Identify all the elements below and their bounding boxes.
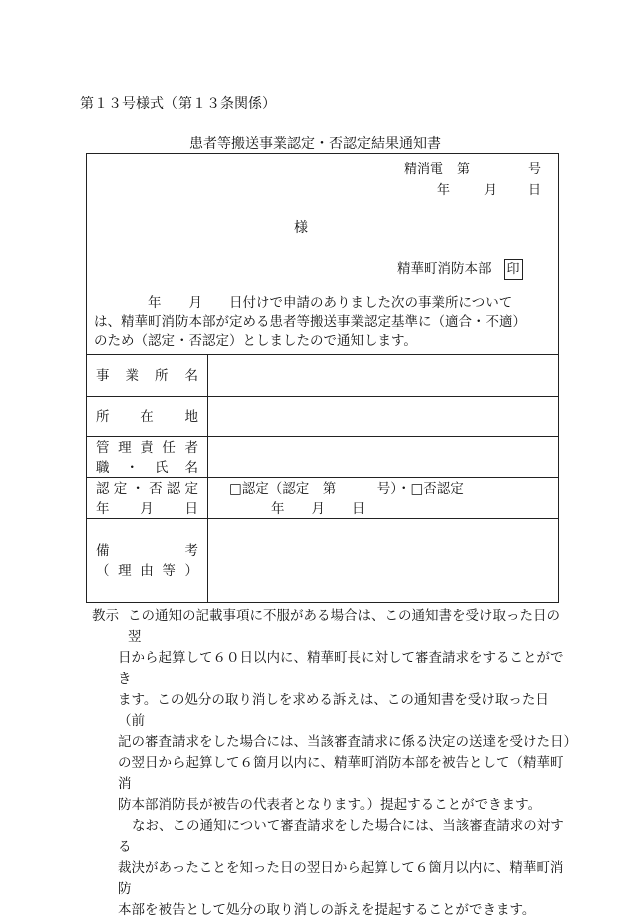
- notice-text: この通知の記載事項に不服がある場合は、この通知書を受け取った日の翌: [128, 608, 560, 645]
- appeal-notice: [92, 606, 577, 921]
- notice-line: 裁決があったことを知った日の翌日から起算して６箇月以内に、精華町消防: [118, 860, 564, 897]
- label-line-2: 年 月 日: [96, 501, 198, 517]
- ref-go: 号: [528, 162, 542, 177]
- addressee-sama: 様: [294, 220, 308, 236]
- label-line-1: 備 考: [96, 543, 198, 559]
- cert-choice: □認定（認定 第 号）・□否認定: [229, 481, 464, 497]
- label-line-2: （ 理 由 等 ）: [96, 563, 198, 579]
- label-text: 事 業 所 名: [96, 368, 198, 384]
- table-top-rule: [86, 354, 559, 355]
- row-divider: [86, 396, 559, 397]
- notice-body: [94, 294, 554, 351]
- issuer-line: [397, 257, 523, 280]
- label-line-1: 管 理 責 任 者: [96, 440, 198, 456]
- cert-date: 年 月 日: [271, 501, 366, 517]
- label-line-1: 認 定 ・ 否 認 定: [96, 481, 198, 497]
- notice-line: 防本部消防長が被告の代表者となります。）提起することができます。: [118, 797, 542, 813]
- notice-line: の翌日から起算して６箇月以内に、精華町消防本部を被告として（精華町消: [118, 755, 564, 792]
- seal-box: 印: [504, 259, 523, 280]
- label-location: [96, 407, 198, 427]
- body-line-2: は、精華町消防本部が定める患者等搬送事業認定基準に（適合・不適）: [94, 314, 526, 330]
- label-office-name: [96, 366, 198, 386]
- date-hi: 日: [528, 183, 542, 198]
- ref-dai: 第: [457, 162, 471, 177]
- notice-line: 記の審査請求をした場合には、当該審査請求に係る決定の送達を受けた日）: [118, 734, 577, 750]
- document-title: 患者等搬送事業認定・否認定結果通知書: [189, 136, 441, 152]
- ref-prefix: 精消電: [404, 162, 444, 177]
- row-divider: [86, 436, 559, 437]
- notice-line: 本部を被告として処分の取り消しの訴えを提起することができます。: [118, 902, 536, 918]
- label-line-2: 職 ・ 氏 名: [96, 460, 198, 476]
- notice-label: 教示: [92, 608, 119, 624]
- notice-line: なお、この通知について審査請求をした場合には、当該審査請求の対する: [118, 818, 564, 855]
- label-manager: [96, 438, 198, 478]
- label-remarks: [96, 541, 198, 581]
- notice-line: ます。この処分の取り消しを求める訴えは、この通知書を受け取った日（前: [118, 692, 549, 729]
- label-text: 所 在 地: [96, 409, 198, 425]
- body-line-3: のため（認定・否認定）としましたので通知します。: [94, 333, 417, 349]
- date-tsuki: 月: [484, 183, 498, 198]
- body-line-1: 年 月 日付けで申請のありました次の事業所について: [94, 295, 513, 311]
- date-nen: 年: [437, 183, 451, 198]
- notice-line: 日から起算して６０日以内に、精華町長に対して審査請求をすることができ: [118, 650, 564, 687]
- notice-first-line: [92, 606, 572, 648]
- form-number: 第１３号様式（第１３条関係）: [80, 96, 276, 112]
- label-cert-date: [96, 479, 198, 519]
- issuer-name: 精華町消防本部: [397, 261, 492, 277]
- column-divider: [207, 354, 208, 603]
